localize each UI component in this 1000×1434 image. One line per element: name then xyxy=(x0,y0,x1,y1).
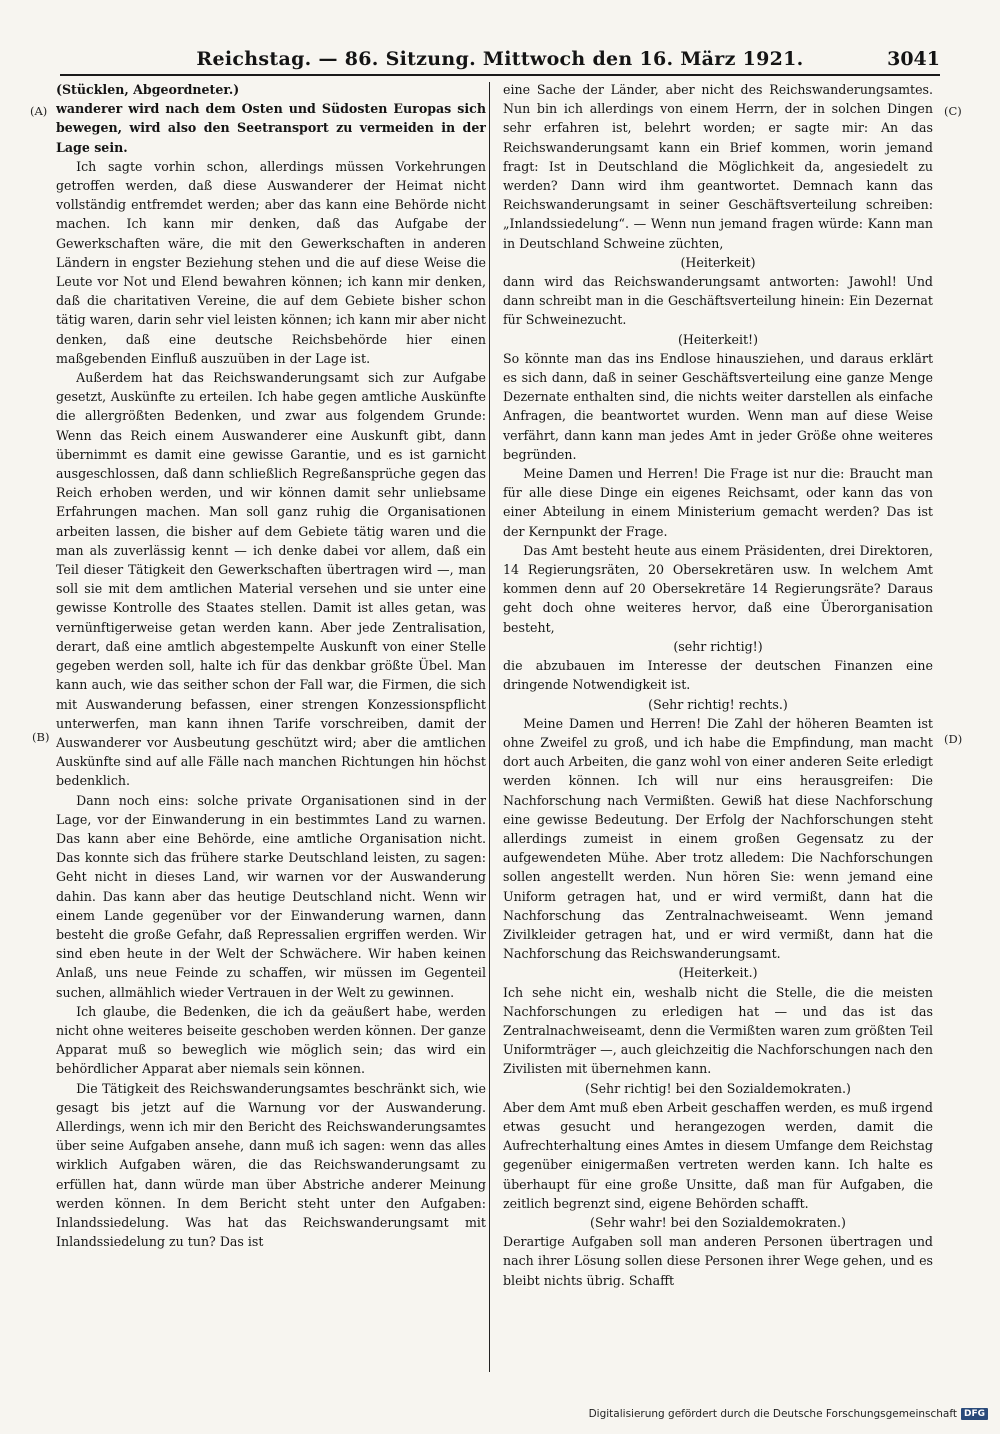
interjection: (Sehr richtig! bei den Sozialdemokraten.) xyxy=(585,1080,851,1096)
interjection: (Heiterkeit.) xyxy=(678,965,758,981)
page-number: 3041 xyxy=(887,48,940,70)
right-paragraph: Meine Damen und Herren! Die Frage ist nur die: Braucht man für alle diese Dinge ein eigenes Reichsamt, oder kann das von einer Abteilung in einem Ministerium gemacht werden? Das ist der Kernpunkt der Frage. xyxy=(503,466,933,539)
margin-label-d: (D) xyxy=(944,732,963,746)
speaker-label: (Stücklen, Abgeordneter.) xyxy=(56,82,240,97)
interjection: (Heiterkeit!) xyxy=(677,331,759,347)
margin-label-a: (A) xyxy=(30,104,48,118)
right-paragraph: So könnte man das ins Endlose hinausziehen, und daraus erklärt es sich dann, daß in seiner Geschäftsverteilung eine ganze Menge Dezernate enthalten sind, die nichts weiter darstellen als einfache Anfragen, die beantwortet wurden. Wenn man auf diese Weise verfährt, dann kann man jedes Amt in jeder Größe ohne weiteres begründen. xyxy=(503,350,933,462)
interjection: (Sehr richtig! rechts.) xyxy=(648,696,788,712)
column-divider xyxy=(489,82,490,1372)
header-title: Reichstag. — 86. Sitzung. Mittwoch den 16. März 1921. xyxy=(196,48,804,70)
page-header xyxy=(60,44,940,76)
right-paragraph: Das Amt besteht heute aus einem Präsidenten, drei Direktoren, 14 Regierungsräten, 20 Obersekretären usw. In welchem Amt kommen denn auf 20 Obersekretäre 14 Regierungsräte? Daraus geht doch ohne weiteres hervor, daß eine Überorganisation besteht, xyxy=(503,542,933,635)
right-paragraph: dann wird das Reichswanderungsamt antworten: Jawohl! Und dann schreibt man in die Geschäftsverteilung hinein: Ein Dezernat für Schweinezucht. xyxy=(503,274,933,328)
left-paragraph: Ich glaube, die Bedenken, die ich da geäußert habe, werden nicht ohne weiteres beiseite geschoben werden können. Der ganze Apparat muß so beweglich wie möglich sein; das wird ein behördlicher Apparat aber niemals sein können. xyxy=(56,1003,486,1077)
left-paragraph: Außerdem hat das Reichswanderungsamt sich zur Aufgabe gesetzt, Auskünfte zu erteilen. Ich habe gegen amtliche Auskünfte die allergrößten Bedenken, und zwar aus folgendem Grunde: Wenn das Reich einem Auswanderer eine Auskunft gibt, dann übernimmt es damit eine gewisse Garantie, und es ist garnicht ausgeschlossen, daß dann schließlich Regreßansprüche gegen das Reich erhoben werden, und wir können damit sehr unliebsame Erfahrungen machen. Man soll ganz ruhig die Organisationen arbeiten lassen, die bisher auf dem Gebiete tätig waren und die man als zuverlässig kennt — ich denke dabei vor allem, daß ein Teil dieser Tätigkeit den Gewerkschaften übertragen wird —, man soll sie mit dem amtlichen Material versehen und sie unter eine gewisse Kontrolle des Staates stellen. Damit ist alles getan, was vernünftigerweise getan werden kann. Aber jede Zentralisation, derart, daß eine amtlich abgestempelte Auskunft von einer Stelle gegeben werden soll, halte ich für das denkbar größte Übel. Man kann auch, wie das seither schon der Fall war, die Firmen, die sich mit Auswanderung befassen, einer strengen Konzessionspflicht unterwerfen, man kann ihnen Tarife vorschreiben, damit der Auswanderer vor Ausbeutung geschützt wird; aber die amtlichen Auskünfte sind auf alle Fälle nach manchen Richtungen hin höchst bedenklich. xyxy=(56,370,486,789)
left-paragraph: wanderer wird nach dem Osten und Südosten Europas sich bewegen, wird also den Seetransport zu vermeiden in der Lage sein. xyxy=(56,101,486,155)
right-paragraph: Ich sehe nicht ein, weshalb nicht die Stelle, die die meisten Nachforschungen zu erledigen hat — und das ist das Zentralnachweiseamt, denn die Vermißten waren zum größten Teil Uniformträger —, auch gleichzeitig die Nachforschungen nach den Zivilisten mit übernehmen kann. xyxy=(503,984,933,1077)
right-paragraph: Meine Damen und Herren! Die Zahl der höheren Beamten ist ohne Zweifel zu groß, und ich habe die Empfindung, man macht dort auch Arbeiten, die ganz wohl von einer anderen Seite erledigt werden können. Ich will nur eins herausgreifen: Die Nachforschung nach Vermißten. Gewiß hat diese Nachforschung eine gewisse Bedeutung. Der Erfolg der Nachforschungen steht allerdings zumeist in einem großen Gegensatz zu der aufgewendeten Mühe. Aber trotz alledem: Die Nachforschungen sollen angestellt werden. Nun hören Sie: wenn jemand eine Uniform getragen hat, und er wird vermißt, dann hat die Nachforschung das Zentralnachweiseamt. Wenn jemand Zivilkleider getragen hat, und er wird vermißt, dann hat die Nachforschung das Reichswanderungsamt. xyxy=(503,715,933,962)
margin-label-c: (C) xyxy=(944,104,962,118)
right-paragraph: Derartige Aufgaben soll man anderen Personen übertragen und nach ihrer Lösung sollen diese Personen ihrer Wege gehen, und es bleibt nichts übrig. Schafft xyxy=(503,1234,933,1288)
footer-text: Digitalisierung gefördert durch die Deutsche Forschungsgemeinschaft xyxy=(588,1408,957,1420)
interjection: (sehr richtig!) xyxy=(673,638,763,654)
left-paragraph: Dann noch eins: solche private Organisationen sind in der Lage, vor der Einwanderung in ein bestimmtes Land zu warnen. Das kann aber eine Behörde, eine amtliche Organisation nicht. Das konnte sich das frühere starke Deutschland leisten, zu sagen: Geht nicht in dieses Land, wir warnen vor der Auswanderung dahin. Das kann aber das heutige Deutschland nicht. Wenn wir einem Lande gegenüber vor der Einwanderung warnen, dann besteht die große Gefahr, daß Repressalien ergriffen werden. Wir sind eben heute in der Welt der Schwächere. Wir haben keinen Anlaß, uns neue Feinde zu schaffen, wir müssen im Gegenteil suchen, allmählich wieder Vertrauen in der Welt zu gewinnen. xyxy=(56,792,486,1000)
footer-credit xyxy=(589,1408,988,1420)
left-column xyxy=(56,80,486,1380)
interjection: (Heiterkeit) xyxy=(680,254,756,270)
right-paragraph: Aber dem Amt muß eben Arbeit geschaffen werden, es muß irgend etwas gesucht und herangezogen werden, damit die Aufrechterhaltung eines Amtes in diesem Umfange dem Reichstag gegenüber einigermaßen vertreten werden kann. Ich halte es überhaupt für eine große Unsitte, daß man für Aufgaben, die zeitlich begrenzt sind, eigene Behörden schafft. xyxy=(503,1099,933,1211)
left-paragraph: Ich sagte vorhin schon, allerdings müssen Vorkehrungen getroffen werden, daß diese Auswanderer der Heimat nicht vollständig entfremdet werden; aber das kann eine Behörde nicht machen. Ich kann mir denken, daß das Aufgabe der Gewerkschaften wäre, die mit den Gewerkschaften in anderen Ländern in engster Beziehung stehen und die auf diese Weise die Leute vor Not und Elend bewahren können; ich kann mir denken, daß die charitativen Vereine, die auf dem Gebiete bisher schon tätig waren, darin sehr viel leisten können; ich kann mir aber nicht denken, daß eine deutsche Reichsbehörde hier einen maßgebenden Einfluß auszuüben in der Lage ist. xyxy=(56,158,486,366)
interjection: (Sehr wahr! bei den Sozialdemokraten.) xyxy=(590,1214,846,1230)
right-paragraph: eine Sache der Länder, aber nicht des Reichswanderungsamtes. Nun bin ich allerdings von einem Herrn, der in solchen Dingen sehr erfahren ist, belehrt worden; er sagte mir: An das Reichswanderungsamt kann ein Brief kommen, worin jemand fragt: Ist in Deutschland die Möglichkeit da, angesiedelt zu werden? Dann wird ihm geantwortet. Demnach kann das Reichswanderungsamt in seiner Geschäftsverteilung schreiben: „Inlandssiedelung“. — Wenn nun jemand fragen würde: Kann man in Deutschland Schweine züchten, xyxy=(503,82,933,251)
margin-label-b: (B) xyxy=(32,730,50,744)
left-paragraph: Die Tätigkeit des Reichswanderungsamtes beschränkt sich, wie gesagt bis jetzt auf die Warnung vor der Auswanderung. Allerdings, wenn ich mir den Bericht des Reichswanderungsamtes über seine Aufgaben ansehe, dann muß ich sagen: wenn das alles wirklich Aufgaben wären, die das Reichswanderungsamt zu erfüllen hat, dann würde man über Abstriche anderer Meinung werden können. In dem Bericht steht unter den Aufgaben: Inlandssiedelung. Was hat das Reichswanderungsamt mit Inlandssiedelung zu tun? Das ist xyxy=(56,1080,486,1250)
dfg-logo-icon: DFG xyxy=(961,1408,988,1420)
right-column xyxy=(503,80,933,1380)
right-paragraph: die abzubauen im Interesse der deutschen Finanzen eine dringende Notwendigkeit ist. xyxy=(503,658,933,693)
